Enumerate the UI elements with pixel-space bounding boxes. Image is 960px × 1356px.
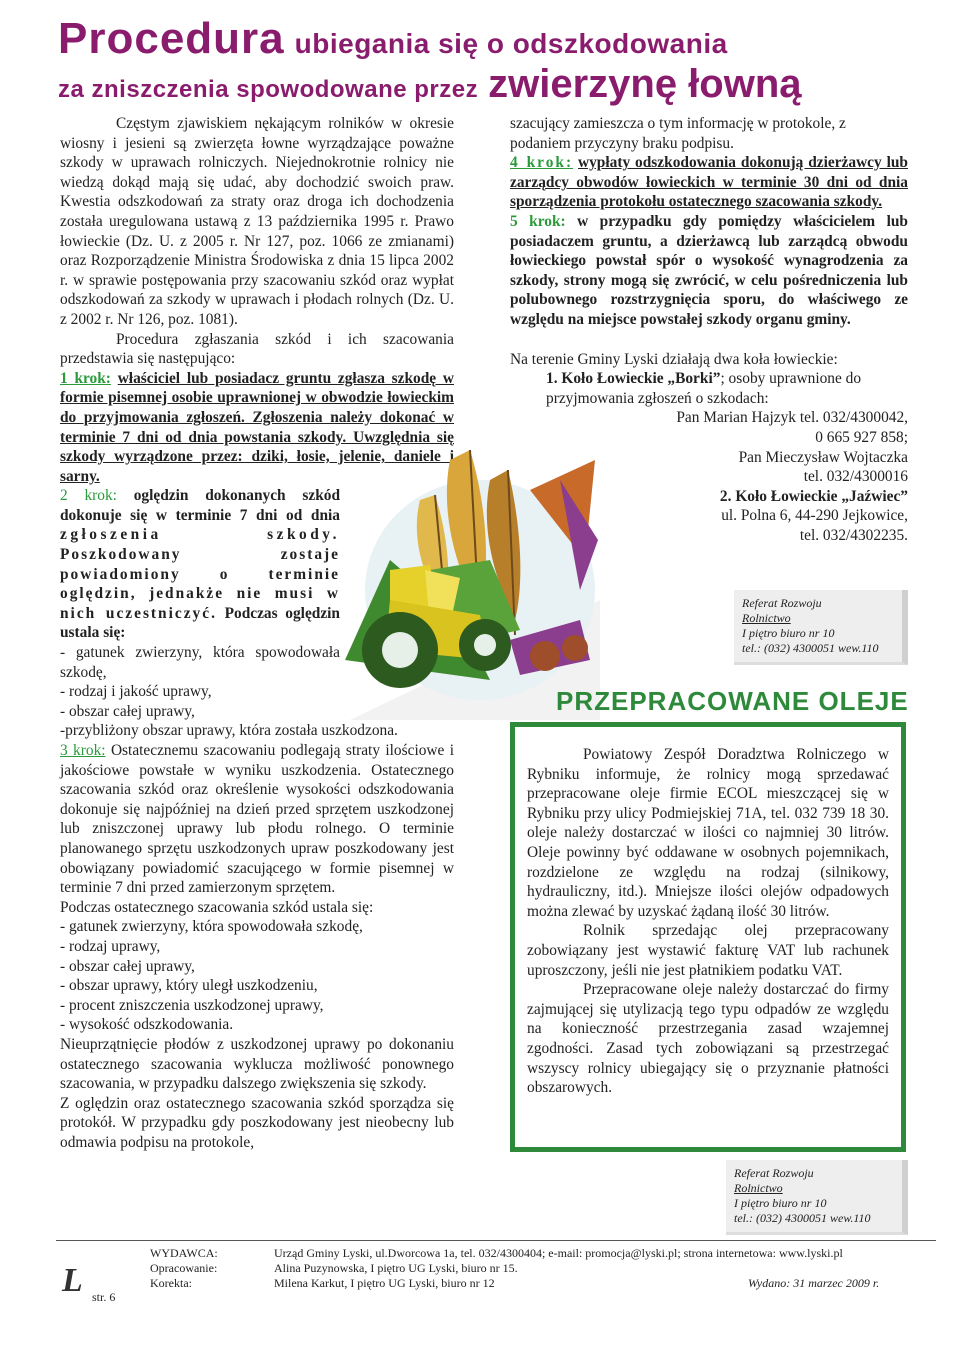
oil-paragraph-2: Rolnik sprzedając olej przepracowany zobowiązany jest wystawić fakturę VAT lub rachunek uproszczony, jeśli nie jest płatnikiem podatku VAT. <box>527 922 889 979</box>
club1-person2: Pan Mieczysław Wojtaczka <box>738 448 908 466</box>
club1-name: 1. Koło Łowieckie „Borki” <box>546 370 721 388</box>
step5-text: w przypadku gdy pomiędzy właścicielem lub posiadaczem gruntu, a dzierżawcą lub zarządcą obwodu łowieckiego powstał spór o wysokość wynagrodzenia za szkody, strony mogą się zwrócić, w celu pośredniczenia lub polubownego rozstrzygnięcia sporu, do właściwego ze względu na miejsce powstałej szkody organu gminy. <box>510 212 908 328</box>
final-list-item-2: - rodzaj uprawy, <box>60 937 161 955</box>
step4-paragraph <box>510 153 908 212</box>
footer-value: Alina Puzynowska, I piętro UG Lyski, biuro nr 15. <box>274 1261 518 1275</box>
step3-paragraph <box>60 741 454 898</box>
contact-phone-2: tel.: (032) 4300051 wew.110 <box>734 1211 871 1225</box>
contact-dept: Referat Rozwoju <box>742 596 822 610</box>
club2-name <box>510 487 908 507</box>
step3-label: 3 krok: <box>60 742 106 759</box>
club2-name-text: 2. Koło Łowieckie „Jaźwiec” <box>719 487 908 505</box>
footer-credits <box>150 1246 847 1291</box>
page-number: str. 6 <box>92 1290 116 1304</box>
inspection-list-item-3: - obszar całej uprawy, <box>60 702 195 720</box>
step2-label: 2 krok: <box>60 487 117 505</box>
club1-phone1b: 0 665 927 858; <box>815 428 908 446</box>
inspection-list-item-4: -przybliżony obszar uprawy, która została uszkodzona. <box>60 722 398 740</box>
final-list-item-3: - obszar całej uprawy, <box>60 957 195 975</box>
title-main-word: Procedura <box>58 14 285 63</box>
signature-paragraph: szacujący zamieszcza o tym informację w protokole, z podaniem przyczyny braku podpisu. <box>510 115 846 152</box>
title-rest: ubiegania się o odszkodowania <box>294 28 728 59</box>
contact-dept-2: Referat Rozwoju <box>734 1166 814 1180</box>
contact-dept-sub: Rolnictwo <box>742 611 791 625</box>
step5-label: 5 krok: <box>510 212 566 230</box>
final-list-item-6: - wysokość odszkodowania. <box>60 1016 234 1034</box>
protocol-paragraph: Z oględzin oraz ostatecznego szacowania szkód sporządza się protokół. W przypadku gdy poszkodowany jest nieobecny lub odmawia podpisu na protokole, <box>60 1094 454 1151</box>
footer-row <box>150 1246 847 1261</box>
procedure-intro: Procedura zgłaszania szkód i ich szacowania przedstawia się następująco: <box>60 330 454 368</box>
footer-divider <box>56 1240 936 1241</box>
step2-text-d: Podczas oględzin ustala się: <box>60 604 340 642</box>
step3-text: Ostatecznemu szacowaniu podlegają straty ilościowe i jakościowe powstałe w wyniku uszkodzenia. Ostatecznego szacowania szkód oraz określenie wysokości odszkodowania dokonuje się najpóźniej na dzień przed sprzętem uszkodzonej lub zniszczonej uprawy lub płodu rolnego. O terminie planowanego sprzętu uszkodzonych upraw poszkodowany jest obowiązany powiadomić szacującego w formie pisemnej w terminie 7 dni przed zamierzonym sprzętem. <box>60 742 455 897</box>
footer-row <box>150 1276 847 1291</box>
oil-section-box <box>510 722 906 1152</box>
oil-paragraph-1: Powiatowy Zespół Doradztwa Rolniczego w Rybniku informuje, że rolnicy mogą sprzedawać przepracowane oleje firmie ECOL mieszczącej się w Rybniku przy ulicy Podmiejskiej 71A, tel. 032 739 18 30. oleje należy dostarczać w ilości co najmniej 30 litrów. Oleje powinny być oddawane w osobnych pojemnikach, rozdzielone ze względu na rodzaj (silnikowy, hydrauliczny, itd.). Mniejsze ilości olejów odpadowych można zlewać by uzyskać żądaną ilość 30 litrów. <box>527 746 889 920</box>
page-subtitle <box>58 62 938 107</box>
inspection-list-item-1: - gatunek zwierzyny, która spowodowała szkodę, <box>60 644 340 681</box>
footer-proofreading: Milena Karkut, I piętro UG Lyski, biuro nr 12 <box>274 1276 495 1290</box>
club2-address: ul. Polna 6, 44-290 Jejkowice, <box>721 507 908 525</box>
club1-rest: ; osoby uprawnione do przyjmowania zgłoszeń o szkodach: <box>546 370 862 407</box>
footer-row <box>150 1261 847 1276</box>
step2-text-b: zgłoszenia szkody. <box>60 526 340 544</box>
contact-box-agriculture <box>734 590 908 665</box>
contact-box-agriculture-2 <box>726 1160 908 1235</box>
footer-label: Opracowanie: <box>150 1261 218 1275</box>
right-column <box>510 114 908 545</box>
step1-text: właściciel lub posiadacz gruntu zgłasza szkodę w formie pisemnej osobie uprawnionej w obwodzie łowieckim do przyjmowania zgłoszeń. Zgłoszenia należy dokonać w terminie 7 dni od dnia powstania szkody. Uwzględnia się szkody wyrządzone przez: dziki, łosie, jelenie, daniele i sarny. <box>60 369 454 485</box>
footer-label: WYDAWCA: <box>150 1246 218 1260</box>
final-list-item-5: - procent zniszczenia uszkodzonej uprawy, <box>60 996 324 1014</box>
subtitle-rest: za zniszczenia spowodowane przez <box>58 76 479 103</box>
final-list-item-4: - obszar uprawy, który uległ uszkodzeniu, <box>60 977 318 995</box>
harvest-paragraph: Nieuprzątnięcie płodów z uszkodzonej uprawy po dokonaniu ostatecznego szacowania wyklucza możliwość ponownego szacowania, w przypadku dalszego zwiększenia się szkody. <box>60 1035 454 1093</box>
step5-paragraph <box>510 212 908 330</box>
issue-date: Wydano: 31 marzec 2009 r. <box>748 1276 880 1290</box>
final-list-item-1: - gatunek zwierzyny, która spowodowała szkodę, <box>60 918 363 936</box>
step2-text-c: Poszkodowany zostaje powiadomiony o terminie oględzin, jednakże nie musi w nich uczestniczyć. <box>60 546 340 622</box>
oil-section-title: PRZEPRACOWANE OLEJE <box>556 686 909 716</box>
subtitle-main-word: zwierzynę łowną <box>488 62 802 106</box>
oil-paragraph-3: Przepracowane oleje należy dostarczać do firmy zajmującej się utylizacją tego typu odpadów ze względu na konieczność przestrzegania zasad wzajemnej zgodności. Zasad tych zobowiązani są przestrzegać wszyscy rolnicy ubiegający się o przyznanie płatności obszarowych. <box>527 981 889 1097</box>
footer-label: Korekta: <box>150 1276 192 1290</box>
contact-phone: tel.: (032) 4300051 wew.110 <box>742 641 879 655</box>
club1-phone2: tel. 032/4300016 <box>803 468 908 486</box>
intro-paragraph: Częstym zjawiskiem nękającym rolników w okresie wiosny i jesieni są zwierzęta łowne wyrządzające poważne szkody w uprawach rolniczych. Niejednokrotnie rolnicy nie wiedzą dokąd mają się udać, aby dochodzić swoich praw. Kwestia odszkodowań za straty oraz droga ich dochodzenia została uregulowana ustawą z 13 października 1995 r. Prawo łowieckie (Dz. U. z 2005 r. Nr 127, poz. 1066 ze zmianami) oraz Rozporządzenie Ministra Środowiska z dnia 15 lipca 2002 r. w sprawie postępowania przy szacowaniu szkód oraz wypłat odszkodowań za szkody w uprawach i płodach rolnych (Dz. U. z 2002 r. Nr 126, poz. 1081). <box>60 115 454 328</box>
club1-person1: Pan Marian Hajzyk tel. 032/4300042, <box>676 409 908 427</box>
gmina-logo-icon: L <box>62 1262 83 1299</box>
step4-label: 4 krok: <box>510 154 574 172</box>
inspection-list-item-2: - rodzaj i jakość uprawy, <box>60 683 212 701</box>
step2-paragraph <box>60 486 340 643</box>
club1-paragraph <box>510 369 908 408</box>
hunting-clubs-intro: Na terenie Gminy Lyski działają dwa koła łowieckie: <box>510 350 838 368</box>
contact-office-2: I piętro biuro nr 10 <box>734 1196 827 1210</box>
contact-office: I piętro biuro nr 10 <box>742 626 835 640</box>
step2-block <box>60 486 340 682</box>
contact-dept-sub-2: Rolnictwo <box>734 1181 783 1195</box>
final-estimation-intro: Podczas ostatecznego szacowania szkód ustala się: <box>60 898 374 916</box>
footer-value: Urząd Gminy Lyski, ul.Dworcowa 1a, tel. 032/4300404; e-mail: promocja@lyski.pl; strona internetowa: www.lyski.pl <box>274 1246 843 1260</box>
step4-text: wypłaty odszkodowania dokonują dzierżawcy lub zarządcy obwodów łowieckich w terminie 30 dni od dnia sporządzenia protokołu ostatecznego szacowania szkody. <box>510 154 908 211</box>
step2-text-a: oględzin dokonanych szkód dokonuje się w terminie 7 dni od dnia <box>60 487 341 524</box>
club2-phone: tel. 032/4302235. <box>799 526 908 544</box>
step1-label: 1 krok: <box>60 369 111 387</box>
page-title <box>58 14 938 64</box>
